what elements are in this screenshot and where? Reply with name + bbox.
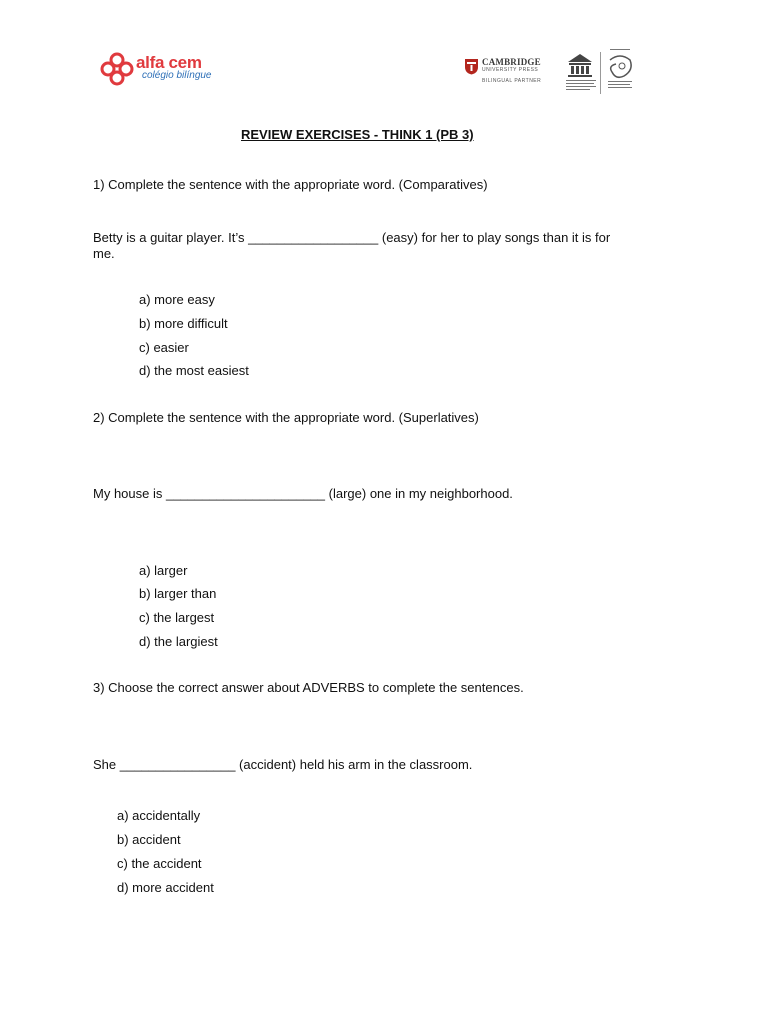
- q2-option-d: d) the largiest: [139, 634, 218, 649]
- school-subtitle: colégio bilíngue: [142, 70, 212, 81]
- q2-option-b: b) larger than: [139, 586, 217, 601]
- q3-option-a: a) accidentally: [117, 808, 201, 823]
- partner-press: UNIVERSITY PRESS: [482, 67, 539, 73]
- q1-sentence-line2: me.: [93, 246, 115, 261]
- partner-name: CAMBRIDGE: [482, 57, 541, 67]
- q1-option-c: c) easier: [139, 340, 189, 355]
- alfa-knot-icon: [100, 52, 134, 86]
- q3-prompt: 3) Choose the correct answer about ADVERBS to complete the sentences.: [93, 680, 524, 695]
- page-title: REVIEW EXERCISES - THINK 1 (PB 3): [241, 127, 474, 142]
- q1-sentence-line1: Betty is a guitar player. It’s __________________ (easy) for her to play songs than it is for: [93, 230, 611, 245]
- q3-sentence: She ________________ (accident) held his arm in the classroom.: [93, 757, 473, 772]
- q3-option-b: b) accident: [117, 832, 181, 847]
- cambridge-logo: [462, 56, 552, 90]
- q2-prompt: 2) Complete the sentence with the appropriate word. (Superlatives): [93, 410, 479, 425]
- school-name: alfa cem: [136, 53, 202, 72]
- q1-option-d: d) the most easiest: [139, 363, 249, 378]
- q2-option-a: a) larger: [139, 563, 188, 578]
- q1-prompt: 1) Complete the sentence with the appropriate word. (Comparatives): [93, 177, 488, 192]
- q3-option-c: c) the accident: [117, 856, 202, 871]
- q1-option-b: b) more difficult: [139, 316, 228, 331]
- q3-option-d: d) more accident: [117, 880, 214, 895]
- unesco-seal-icon: [560, 46, 642, 96]
- q2-sentence: My house is ______________________ (large) one in my neighborhood.: [93, 486, 513, 501]
- q1-option-a: a) more easy: [139, 292, 215, 307]
- cambridge-crest-icon: [464, 58, 479, 75]
- q2-option-c: c) the largest: [139, 610, 215, 625]
- alfa-cem-logo: [100, 50, 230, 88]
- partner-role: BILINGUAL PARTNER: [482, 78, 542, 84]
